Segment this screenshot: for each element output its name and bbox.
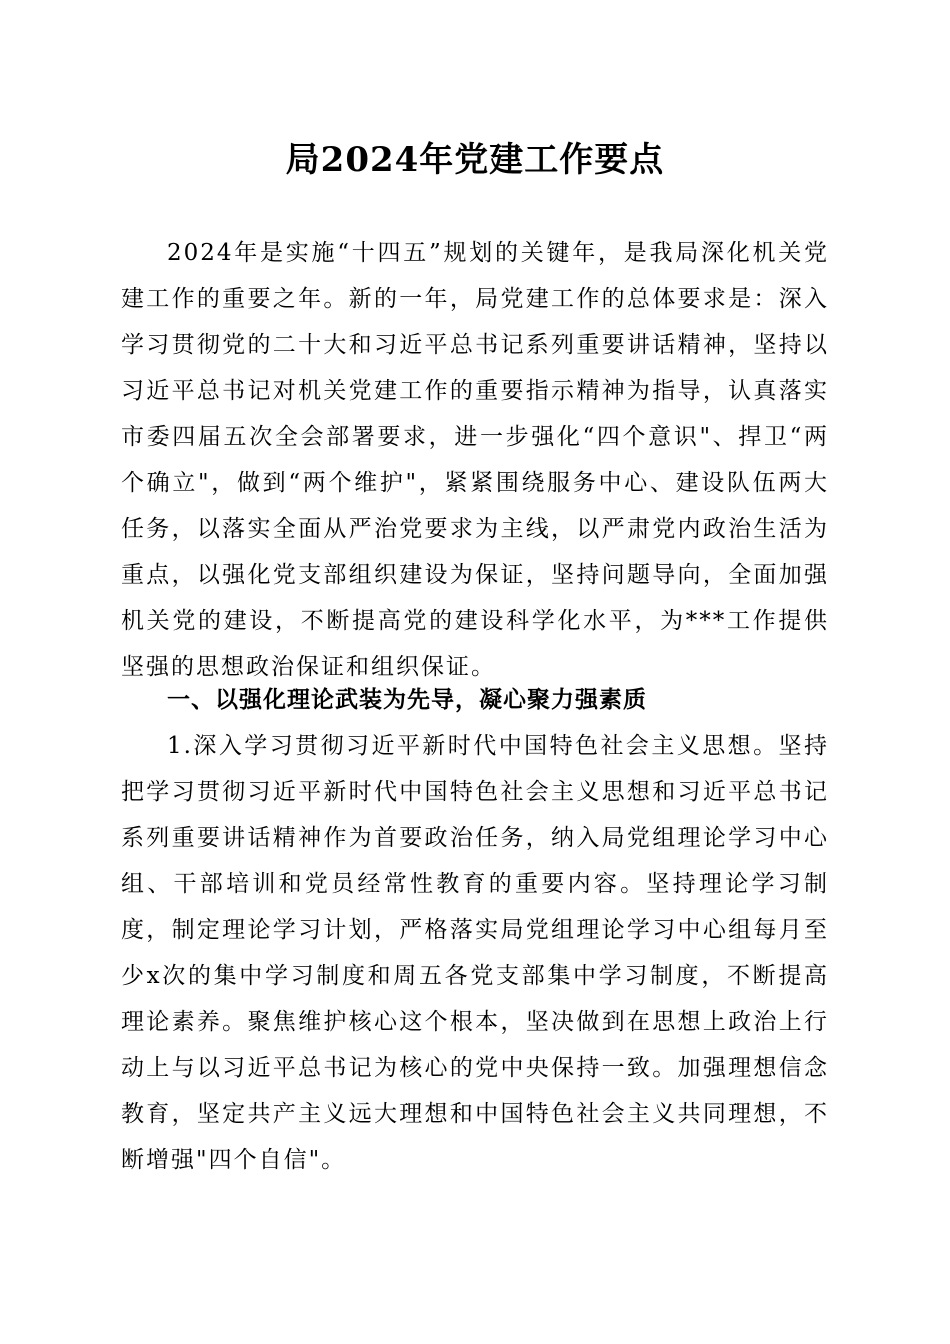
document-title: 局2024年党建工作要点	[285, 140, 665, 180]
section-1-item-1-paragraph: 1.深入学习贯彻习近平新时代中国特色社会主义思想。坚持把学习贯彻习近平新时代中国特色社会主义思想和习近平总书记系列重要讲话精神作为首要政治任务，纳入局党组理论学习中心组、干部培训和党员经常性教育的重要内容。坚持理论学习制度，制定理论学习计划，严格落实局党组理论学习中心组每月至少x次的集中学习制度和周五各党支部集中学习制度，不断提高理论素养。聚焦维护核心这个根本，坚决做到在思想上政治上行动上与以习近平总书记为核心的党中央保持一致。加强理想信念教育，坚定共产主义远大理想和中国特色社会主义共同理想，不断增强"四个自信"。	[121, 733, 829, 1173]
intro-paragraph: 2024年是实施“十四五”规划的关键年，是我局深化机关党建工作的重要之年。新的一年，局党建工作的总体要求是：深入学习贯彻党的二十大和习近平总书记系列重要讲话精神，坚持以习近平总书记对机关党建工作的重要指示精神为指导，认真落实市委四届五次全会部署要求，进一步强化“四个意识"、捍卫“两个确立"，做到“两个维护"，紧紧围绕服务中心、建设队伍两大任务，以落实全面从严治党要求为主线，以严肃党内政治生活为重点，以强化党支部组织建设为保证，坚持问题导向，全面加强机关党的建设，不断提高党的建设科学化水平，为***工作提供坚强的思想政治保证和组织保证。	[121, 240, 829, 680]
section-heading-1: 一、以强化理论武装为先导，凝心聚力强素质	[167, 687, 647, 713]
